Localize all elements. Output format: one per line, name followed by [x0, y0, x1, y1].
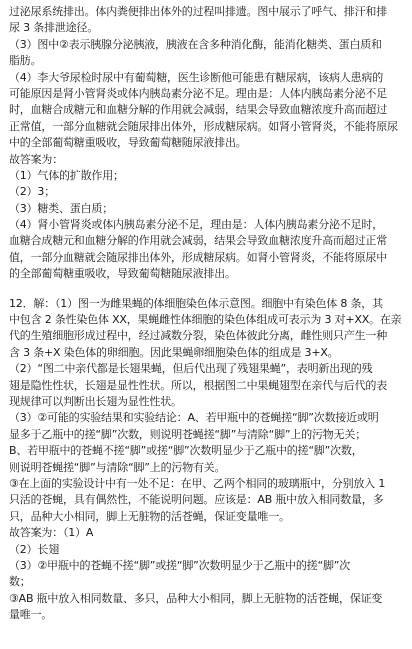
text-line: （3）图中②表示胰腺分泌胰液，胰液在含多种消化酶，能消化糖类、蛋白质和: [9, 37, 382, 51]
answer-heading: 故答案为：: [9, 152, 63, 166]
text-line: （3）②可能的实验结果和实验结论：A、若甲瓶中的苍蝇搓“脚”次数接近或明: [9, 411, 379, 425]
text-line: ③在上面的实验设计中有一处不足：在甲、乙两个相同的玻璃瓶中，分别放入 1: [9, 476, 386, 490]
text-line: 值，一部分血糖就会随尿排出体外，形成糖尿病。如肾小管肾炎，不能将原尿中: [9, 250, 387, 264]
text-line: （3）糖类、蛋白质；: [9, 201, 113, 215]
text-line: 数；: [9, 575, 31, 589]
text-line: 中的全部葡萄糖重吸收，导致葡萄糖随尿液排出。: [9, 136, 247, 150]
text-line: 翅是隐性性状，长翅是显性性状。所以，根据图二中果蝇翅型在亲代与后代的表: [9, 378, 387, 392]
text-line: （4）李大爷尿检时尿中有葡萄糖，医生诊断他可能患有糖尿病，该病人患病的: [9, 70, 383, 84]
text-line: 时，血糖合成糖元和血糖分解的作用就会减弱，结果会导致血糖浓度升高而超过: [9, 103, 387, 117]
text-line: ③AB 瓶中放入相同数量、多只，品种大小相同，脚上无脏物的活苍蝇，保证变: [9, 591, 383, 605]
text-line: 尿 3 条排泄途径。: [9, 21, 98, 35]
answer-heading: 故答案为：（1）A: [9, 526, 94, 540]
text-line: 正常值，一部分血糖就会随尿排出体外，形成糖尿病。如肾小管肾炎，不能将原尿: [9, 119, 398, 133]
text-line: 过泌尿系统排出。体内粪便排出体外的过程叫排遗。图中展示了呼气、排汗和排: [9, 5, 387, 18]
text-line: 只活的苍蝇，具有偶然性，不能说明问题。应该是：AB 瓶中放入相同数量，多: [9, 493, 384, 507]
text-line: 可能原因是肾小管肾炎或体内胰岛素分泌不足。理由是：人体内胰岛素分泌不足: [9, 86, 387, 100]
text-line: （2）长翅: [9, 542, 59, 556]
text-line: 显多于乙瓶中的搓“脚”次数，则说明苍蝇搓“脚”与清除“脚”上的污物无关；: [9, 427, 366, 441]
text-line: （1）气体的扩散作用；: [9, 168, 124, 182]
text-line: 代的生殖细胞形成过程中，经过减数分裂，染色体彼此分离，雌性则只产生一种: [9, 329, 387, 343]
paragraph-gap: [9, 283, 403, 296]
text-line: 则说明苍蝇搓“脚”与清除“脚”上的污物有关。: [9, 460, 226, 474]
text-line: 脂肪。: [9, 54, 42, 68]
text-line: 现规律可以判断出长翅为显性性状。: [9, 394, 182, 408]
text-line: B、若甲瓶中的苍蝇不搓“脚”或搓“脚”次数明显少于乙瓶中的搓“脚”次数，: [9, 444, 363, 458]
text-line: 血糖合成糖元和血糖分解的作用就会减弱，结果会导致血糖浓度升高而超过正常: [9, 234, 387, 248]
text-line: 的全部葡萄糖重吸收，导致葡萄糖随尿液排出。: [9, 267, 236, 281]
question-12-heading: 12．解：（1）图一为雌果蝇的体细胞染色体示意图。细胞中有染色体 8 条，其: [9, 296, 383, 310]
text-line: （3）②甲瓶中的苍蝇不搓“脚”或搓“脚”次数明显少于乙瓶中的搓“脚”次: [9, 558, 351, 572]
text-line: （4）肾小管肾炎或体内胰岛素分泌不足，理由是：人体内胰岛素分泌不足时，: [9, 218, 383, 232]
text-line: （2）“图二中亲代都是长翅果蝇，但后代出现了残翅果蝇”，表明新出现的残: [9, 362, 373, 376]
text-line: 含 3 条+X 染色体的卵细胞。因此果蝇卵细胞染色体的组成是 3+X。: [9, 345, 339, 359]
text-line: 只，品种大小相同，脚上无脏物的活苍蝇，保证变量唯一。: [9, 509, 290, 523]
text-line: 中包含 2 条性染色体 XX，果蝇雌性体细胞的染色体组成可表示为 3 对+XX。在亲: [9, 313, 402, 327]
document-page: [9, 4, 403, 623]
text-line: （2）3；: [9, 185, 55, 199]
text-line: 量唯一。: [9, 608, 53, 622]
